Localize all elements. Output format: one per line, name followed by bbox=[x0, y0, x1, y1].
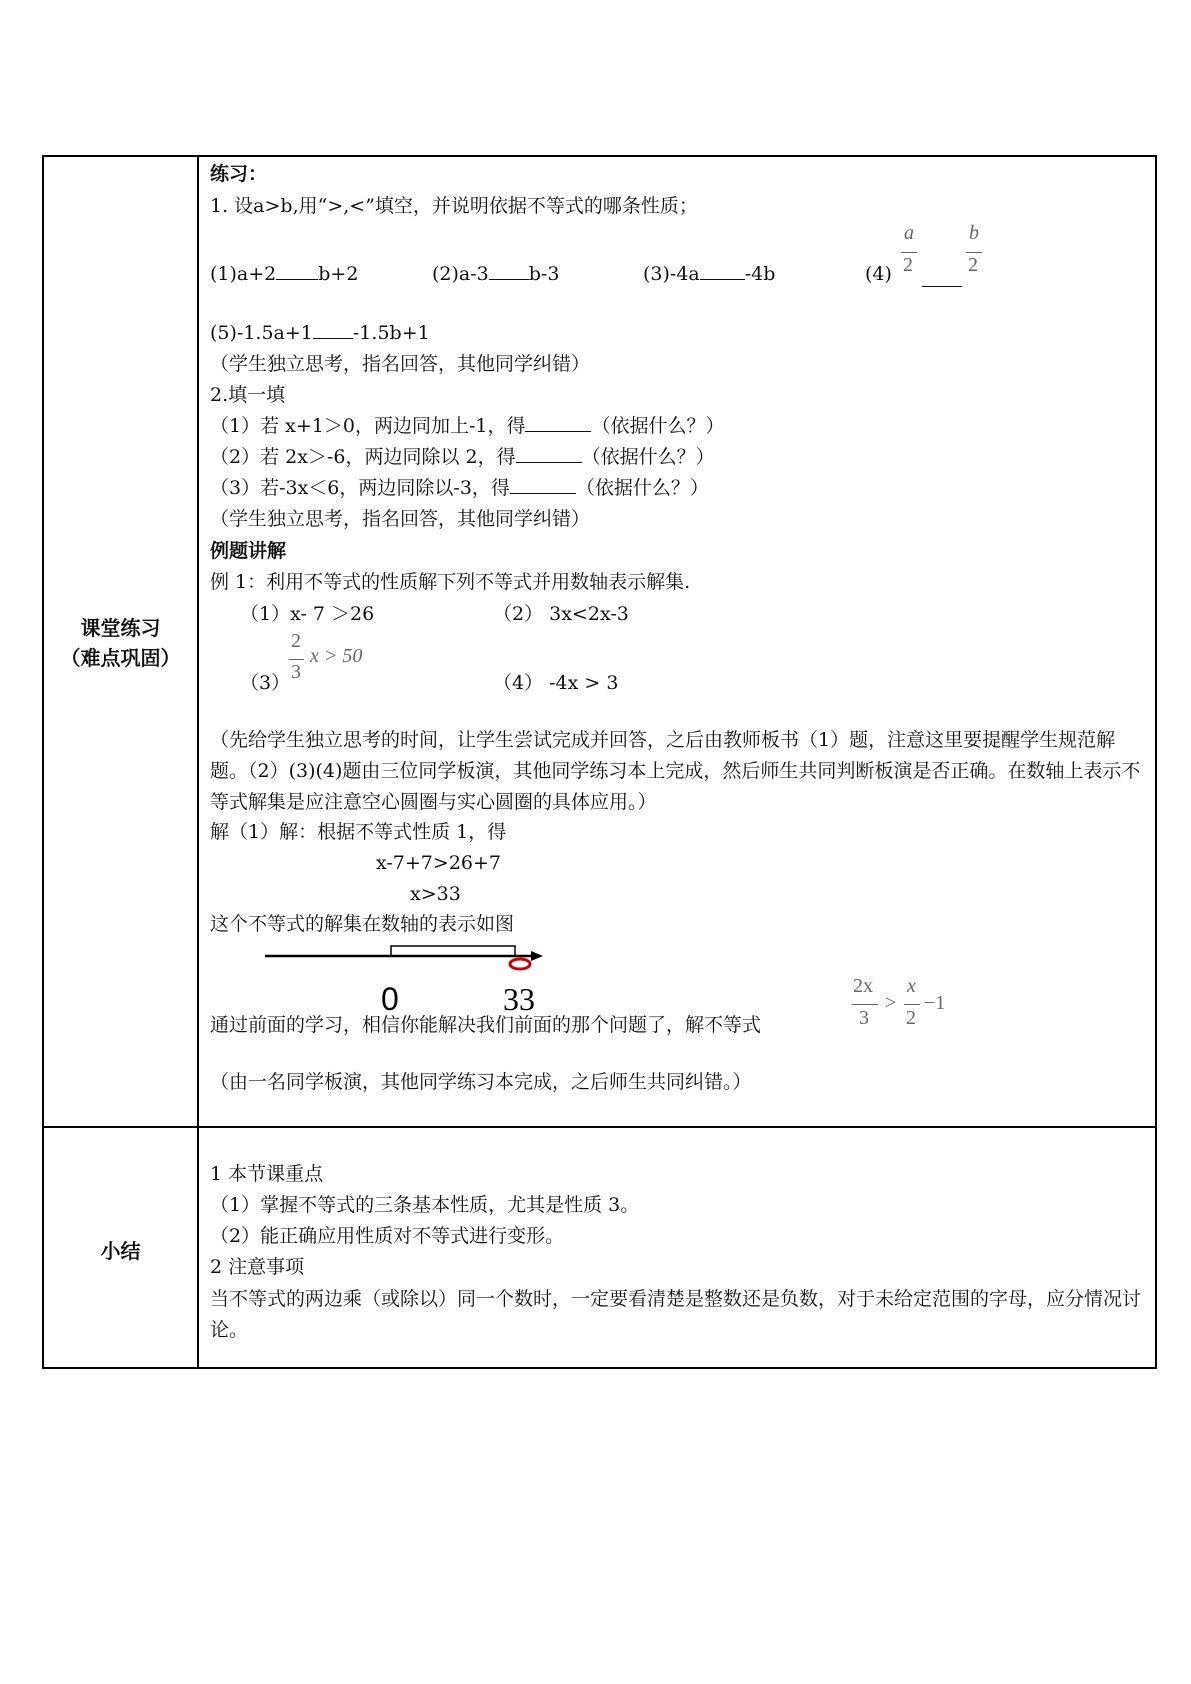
q1-item1-right: b+2 bbox=[318, 263, 359, 285]
table-bottom-border bbox=[42, 1367, 1157, 1369]
q1-item3 bbox=[643, 260, 775, 288]
q2-item-1 bbox=[210, 412, 724, 440]
solution-step-2: x>33 bbox=[410, 883, 461, 905]
ineq-gt-sign: > bbox=[885, 992, 897, 1014]
example-intro: 例 1：利用不等式的性质解下列不等式并用数轴表示解集. bbox=[210, 571, 691, 593]
item3-rest: x > 50 bbox=[310, 645, 363, 667]
q2-item1-text: （1）若 x+1＞0，两边同加上-1，得 bbox=[210, 415, 526, 437]
q2-item-2 bbox=[210, 443, 715, 471]
ineq-left-numerator: 2x bbox=[853, 975, 873, 997]
question-text: 通过前面的学习，相信你能解决我们前面的那个问题了，解不等式 bbox=[210, 1014, 762, 1036]
q1-item1-left: (1)a+2 bbox=[210, 263, 277, 285]
ineq-right-numerator: x bbox=[907, 975, 916, 997]
number-line bbox=[255, 938, 555, 1018]
numberline-caption: 这个不等式的解集在数轴的表示如图 bbox=[210, 913, 515, 935]
q1-blank-5 bbox=[313, 320, 353, 339]
row-label-practice-line2: （难点巩固） bbox=[60, 646, 181, 670]
example-heading: 例题讲解 bbox=[210, 540, 287, 562]
fraction-b-numerator: b bbox=[969, 222, 979, 244]
q1-item2-left: (2)a-3 bbox=[432, 263, 489, 285]
row-label-practice bbox=[44, 613, 197, 673]
number-line-label-33: 33 bbox=[503, 981, 535, 1017]
table-left-border bbox=[42, 155, 44, 1369]
q1-item3-left: (3)-4a bbox=[643, 263, 700, 285]
summary-line-3: （2）能正确应用性质对不等式进行变形。 bbox=[210, 1225, 565, 1247]
q1-item5 bbox=[210, 319, 430, 347]
ineq-left-bar bbox=[852, 1004, 878, 1005]
q2-blank-1 bbox=[525, 413, 591, 432]
q2-item1-suffix: （依据什么？） bbox=[591, 415, 725, 437]
q2-item2-text: （2）若 2x＞-6，两边同除以 2，得 bbox=[210, 446, 516, 468]
solution-range-bracket bbox=[391, 946, 515, 956]
example-item-1: （1）x- 7 ＞26 bbox=[240, 603, 375, 625]
number-line-arrow-icon bbox=[531, 951, 543, 961]
row-label-practice-line1: 课堂练习 bbox=[80, 616, 161, 640]
table-top-border bbox=[42, 155, 1157, 157]
q1-item4-label: (4) bbox=[865, 263, 892, 285]
example-item-3-label: （3） bbox=[240, 672, 291, 694]
q2-item2-suffix: （依据什么？） bbox=[581, 446, 715, 468]
question-2: 2.填一填 bbox=[210, 384, 286, 406]
fraction-a-numerator: a bbox=[904, 222, 914, 244]
teacher-note: （先给学生独立思考的时间，让学生尝试完成并回答，之后由教师板书（1）题，注意这里要提醒学生规范解题。（2）(3)(4)题由三位同学板演，其他同学练习本上完成，然后师生共同判断板演是否正确。在数轴上表示不等式解集是应注意空心圆圈与实心圆圈的具体应用。） bbox=[210, 729, 1141, 813]
solution-step-1: x-7+7>26+7 bbox=[376, 852, 502, 874]
inequality-expression bbox=[851, 975, 961, 1039]
q2-item-3 bbox=[210, 474, 709, 502]
item3-fraction-bar bbox=[289, 659, 304, 660]
note-2: （学生独立思考，指名回答，其他同学纠错） bbox=[210, 508, 591, 530]
q1-item5-right: -1.5b+1 bbox=[352, 322, 430, 344]
q1-items-row bbox=[210, 260, 358, 288]
item3-denominator: 3 bbox=[291, 661, 301, 683]
summary-line-2: （1）掌握不等式的三条基本性质，尤其是性质 3。 bbox=[210, 1194, 640, 1216]
q1-item3-right: -4b bbox=[744, 263, 776, 285]
q1-blank-1 bbox=[276, 261, 318, 280]
solution-line: 解（1）解：根据不等式性质 1，得 bbox=[210, 821, 507, 843]
row-label-summary bbox=[44, 1236, 197, 1266]
q1-item2 bbox=[432, 260, 559, 288]
column-divider bbox=[197, 155, 199, 1369]
table-right-border bbox=[1155, 155, 1157, 1369]
fraction-b-denominator: 2 bbox=[968, 254, 978, 276]
q1-blank-2 bbox=[489, 261, 529, 280]
item3-numerator: 2 bbox=[291, 630, 301, 652]
q1-fraction-b bbox=[965, 222, 985, 284]
q1-item5-left: (5)-1.5a+1 bbox=[210, 322, 313, 344]
example-item-2: （2） 3x<2x-3 bbox=[493, 603, 629, 625]
example-item-4: （4） -4x > 3 bbox=[493, 672, 619, 694]
q2-item3-text: （3）若-3x＜6，两边同除以-3，得 bbox=[210, 477, 510, 499]
example-item3-fraction bbox=[288, 630, 388, 692]
fraction-a-denominator: 2 bbox=[903, 254, 913, 276]
q2-item3-suffix: （依据什么？） bbox=[575, 477, 709, 499]
ineq-right-denominator: 2 bbox=[906, 1007, 916, 1029]
fraction-b-bar bbox=[966, 252, 982, 253]
fraction-a-bar bbox=[901, 252, 917, 253]
q1-fraction-a bbox=[900, 222, 920, 284]
summary-line-4: 2 注意事项 bbox=[210, 1256, 305, 1278]
final-note: （由一名同学板演，其他同学练习本完成，之后师生共同纠错。） bbox=[210, 1071, 752, 1093]
summary-line-5: 当不等式的两边乘（或除以）同一个数时，一定要看清楚是整数还是负数，对于未给定范围的字母，应分情况讨论。 bbox=[210, 1288, 1142, 1341]
note-1: （学生独立思考，指名回答，其他同学纠错） bbox=[210, 353, 591, 375]
ineq-tail: −1 bbox=[924, 992, 946, 1014]
q1-blank-3 bbox=[700, 261, 745, 280]
ineq-right-bar bbox=[904, 1004, 920, 1005]
q1-item2-right: b-3 bbox=[528, 263, 560, 285]
question-1: 1. 设a>b,用“>,<”填空，并说明依据不等式的哪条性质； bbox=[210, 195, 698, 217]
open-circle-marker bbox=[510, 959, 530, 969]
practice-heading: 练习： bbox=[210, 163, 268, 185]
q2-blank-2 bbox=[516, 444, 582, 463]
row-label-summary-line1: 小结 bbox=[100, 1239, 141, 1263]
summary-line-1: 1 本节课重点 bbox=[210, 1163, 324, 1185]
q1-blank-4 bbox=[922, 268, 962, 287]
ineq-left-denominator: 3 bbox=[859, 1007, 869, 1029]
q2-blank-3 bbox=[510, 475, 576, 494]
row-divider bbox=[42, 1126, 1157, 1128]
number-line-label-0: 0 bbox=[381, 981, 399, 1017]
